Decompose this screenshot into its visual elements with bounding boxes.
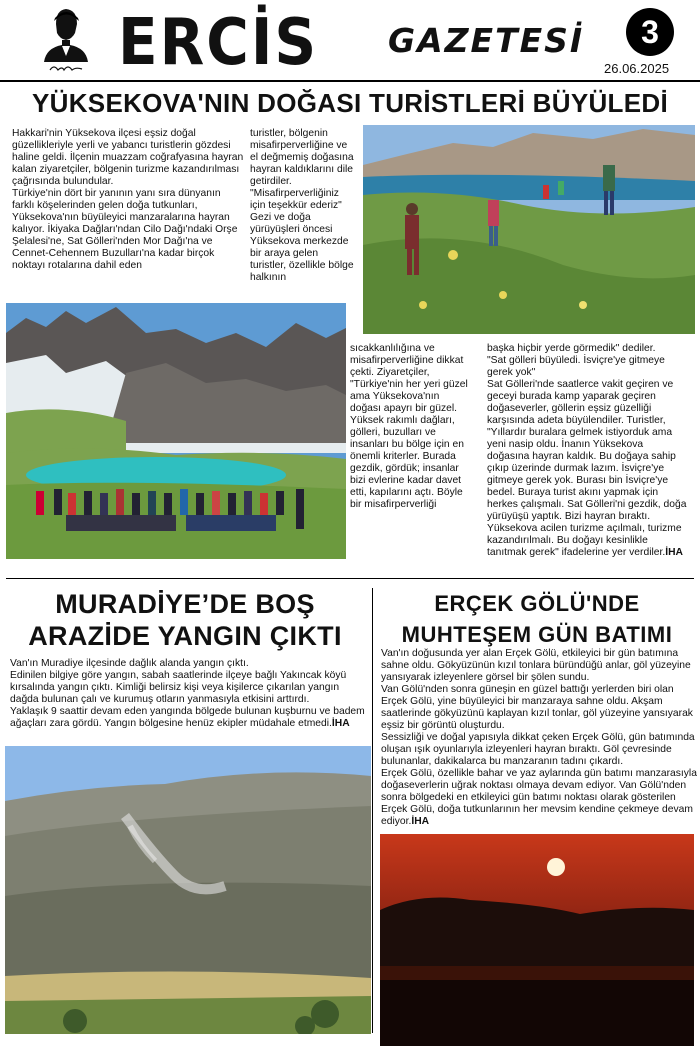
masthead-divider — [0, 80, 700, 82]
story1-headline: YÜKSEKOVA'NIN DOĞASI TURİSTLERİ BÜYÜLEDİ — [32, 88, 668, 118]
story1-source: İHA — [665, 547, 683, 558]
story1-column-4-text: başka hiçbir yerde görmedik" dediler. "Sat gölleri büyüledi. İsviçre'ye gitmeye gerek yok" Sat Gölleri'nde saatlerce vakit geçiren ve geceyi burada kamp yaparak geçiren doğaseverler, göllerin eşsiz güzelliği karşısında adeta büyülendiler. Turistler, "Yıllardır buralara gelmek istiyorduk ama yeni nasip oldu. İnanın Yüksekova doğasına hayran kaldık. Bu doğaya sahip çıkıp üzerinde durmak lazım. İsviçre'ye gitmeye gerek yok. Burası bin İsviçre'ye bedel. Buraya turist akını yapmak için herkes çalışmalı. Sat Gölleri'ni gezdik, doğa yürüyüşü yaptık. Bizi hayran bıraktı. Yüksekova acilen turizme açılmalı, turizme kazandırılmalı. Bu doğayı kesinlikle tanıtmak gerek" ifadelerine yer verdiler. — [487, 343, 687, 558]
page-number-badge: 3 — [626, 8, 674, 56]
story2-body-text: Van'ın Muradiye ilçesinde dağlık alanda yangın çıktı. Edinilen bilgiye göre yangın, sabah saatlerinde ilçeye bağlı Yakıncak köyü kırsalında yangın çıktı. Kimliği belirsiz kişi veya kişilerce çıkarılan yangın dağda bulunan çalı ve kurumuş otların yanmasıyla etkisini arttırdı. Yaklaşık 9 saattir devam eden yangında bölgede bulunan kuşburnu ve badem ağaçları zara gördü. Yangın bölgesine henüz ekipler müdahale etmedi. — [10, 658, 365, 729]
section-divider — [6, 578, 694, 579]
story2-headline: MURADİYE’DE BOŞ ARAZİDE YANGIN ÇIKTI — [28, 589, 342, 651]
story1-column-1: Hakkari'nin Yüksekova ilçesi eşsiz doğal güzellikleriyle yerli ve yabancı turistlerin gözdesi haline geldi. İlçenin muazzam coğrafyasına hayran kalan ziyaretçiler, bölgenin turizme kazandırılması çağrısında bulundular. Türkiye'nin dört bir yanının yanı sıra dünyanın farklı köşelerinden gelen doğa tutkunları, Yüksekova'nın büyüleyici manzaralarına hayran kalıyor. İkiyaka Dağları'ndan Cilo Dağı'ndaki Orşe Şelalesi'ne, Sat Gölleri'nden Mor Dağı'na ve Cennet-Cehennem Buzulları'na kadar birçok noktayı rotalarına dahil eden — [12, 128, 244, 271]
issue-date: 26.06.2025 — [604, 61, 670, 76]
muradiye-fire-photo — [5, 746, 371, 1034]
story1-column-2: turistler, bölgenin misafirperverliğine ve el değmemiş doğasına hayran kaldıklarını dile getirdiler. "Misafirperverliğiniz için teşekkür ederiz" Gezi ve doğa yürüyüşleri öncesi Yüksekova merkezde bir araya gelen turistler, özellikle bölge halkının — [250, 128, 354, 283]
story2-source: İHA — [331, 718, 350, 729]
hikers-lake-photo — [363, 125, 695, 334]
masthead — [0, 0, 700, 86]
ercek-sunset-photo — [380, 834, 694, 1046]
brand-subtitle: GAZETESİ — [388, 21, 585, 60]
sat-lakes-group-photo — [6, 303, 346, 559]
ataturk-portrait-icon — [38, 6, 94, 76]
story3-headline: ERÇEK GÖLÜ'NDE MUHTEŞEM GÜN BATIMI — [401, 591, 673, 647]
story3-body — [381, 648, 699, 828]
story1-column-4 — [487, 343, 687, 559]
story2-body — [10, 658, 370, 730]
story3-body-text: Van'ın doğusunda yer alan Erçek Gölü, etkileyici bir gün batımına sahne oldu. Gökyüzünün kızıl tonlara büründüğü anlar, göl yüzeyine yansıyarak izleyenlere görsel bir şölen sundu. Van Gölü'nden sonra güneşin en güzel battığı yerlerden biri olan Erçek Gölü, yine büyüleyici bir manzaraya sahne oldu. Akşam saatlerinde gökyüzünü kaplayan kızıl tonlar, göl yüzeyine yansıyarak eşsiz bir görüntü oluşturdu. Sessizliği ve doğal yapısıyla dikkat çeken Erçek Gölü, gün batımında oluşan ışık oyunlarıyla izleyenleri hayran bıraktı. Göl çevresinde bulunanlar, dakikalarca bu manzaranın tadını çıkardı. Erçek Gölü, özellikle bahar ve yaz aylarında gün batımı manzarasıyla doğaseverlerin uğrak noktası olmaya devam ediyor. Van Gölü'nden sonra bölgedeki en etkileyici gün batımı noktası olarak gösterilen Erçek Gölü, doğa tutkunlarının her mevsim kendine çekmeye devam ediyor. — [381, 648, 697, 827]
story1-column-3: sıcakkanlılığına ve misafirperverliğine dikkat çekti. Ziyaretçiler, "Türkiye'nin her yeri güzel ama Yüksekova'nın doğası apayrı bir güzel. Yüksek rakımlı dağları, gölleri, buzulları ve insanları bu bölge için en önemli kriterler. Burada gezdik, gördük; insanlar bizi evlerine kadar davet etti, kapılarını açtı. Böyle bir misafirperverliği — [350, 343, 468, 510]
brand-title: ERCİS — [118, 4, 319, 80]
story3-source: İHA — [411, 816, 430, 827]
column-divider — [372, 588, 373, 1033]
